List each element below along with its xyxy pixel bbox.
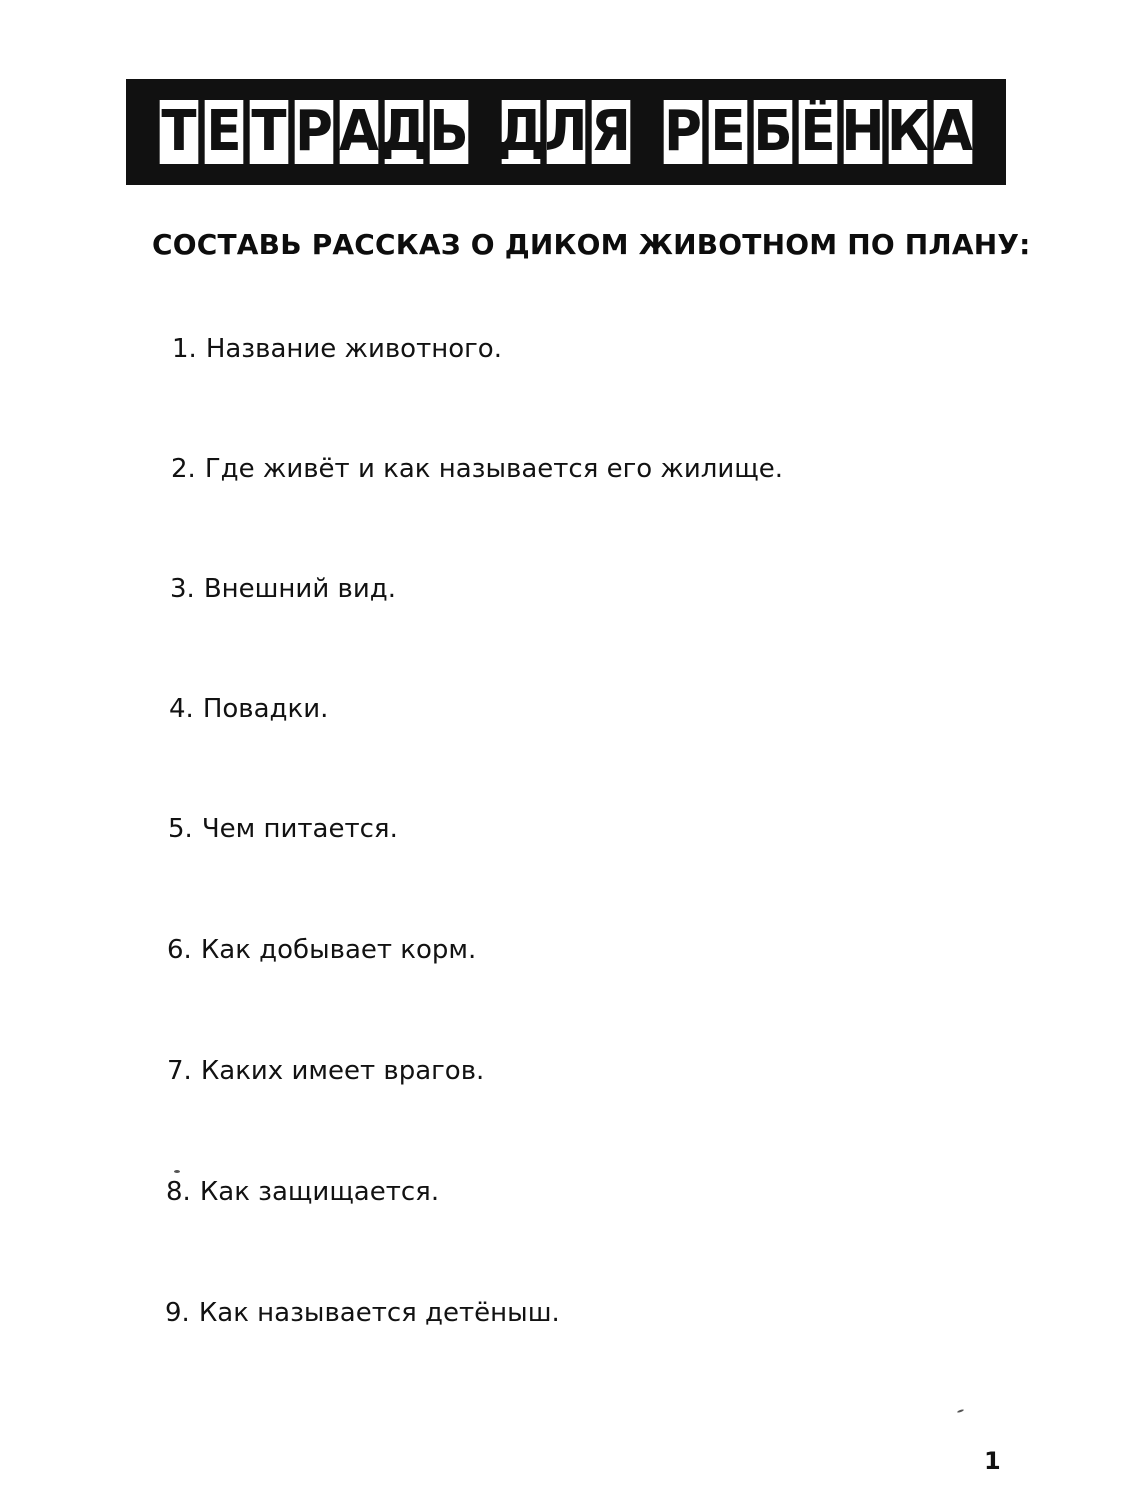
title-letter: Я [591, 99, 631, 164]
title-letter: А [339, 99, 379, 164]
plan-item-number: 1. [172, 334, 197, 364]
plan-item-text: Каких имеет врагов. [200, 1056, 485, 1086]
title-letter: Т [251, 99, 287, 164]
title-letter: Ё [800, 99, 836, 164]
plan-item-text: Где живёт и как называется его жилище. [204, 454, 784, 484]
title-letter: Б [753, 99, 793, 164]
plan-item-number: 8. [166, 1177, 191, 1207]
plan-item [166, 1177, 439, 1207]
title-letter: Н [841, 99, 885, 164]
title-letter: Л [544, 99, 588, 164]
plan-item-text: Как называется детёныш. [198, 1298, 560, 1328]
title-letter: Е [206, 99, 242, 164]
plan-item-text: Повадки. [202, 694, 329, 724]
plan-item [165, 1298, 560, 1328]
plan-item [167, 1056, 484, 1086]
plan-item-text: Внешний вид. [203, 574, 396, 604]
page-number: 1 [984, 1447, 1001, 1475]
plan-item-text: Чем питается. [201, 814, 398, 844]
title-letter: Т [161, 99, 197, 164]
scan-speck [174, 1170, 180, 1173]
plan-item-number: 5. [168, 814, 193, 844]
plan-item-text: Как добывает корм. [200, 935, 477, 965]
plan-item-number: 9. [165, 1298, 190, 1328]
task-heading: СОСТАВЬ РАССКАЗ О ДИКОМ ЖИВОТНОМ ПО ПЛАНУ: [152, 228, 1031, 261]
plan-item-number: 4. [169, 694, 194, 724]
title-letter: Ь [429, 99, 469, 164]
plan-item [172, 334, 502, 364]
plan-item-text: Как защищается. [199, 1177, 440, 1207]
plan-item-text: Название животного. [205, 334, 502, 364]
plan-item-number: 7. [167, 1056, 192, 1086]
title-letter: Е [710, 99, 746, 164]
plan-item [169, 694, 328, 724]
plan-item-number: 3. [170, 574, 195, 604]
title-letter: Р [295, 99, 333, 164]
plan-item [168, 814, 398, 844]
plan-item-number: 2. [171, 454, 196, 484]
title-letter: Д [381, 99, 427, 164]
plan-item [171, 454, 783, 484]
title-letter: К [886, 99, 930, 164]
plan-item-number: 6. [167, 935, 192, 965]
plan-item [167, 935, 476, 965]
plan-item [170, 574, 396, 604]
title-letter: Р [664, 99, 702, 164]
title-letter: Д [498, 99, 544, 164]
title-letter: А [933, 99, 973, 164]
